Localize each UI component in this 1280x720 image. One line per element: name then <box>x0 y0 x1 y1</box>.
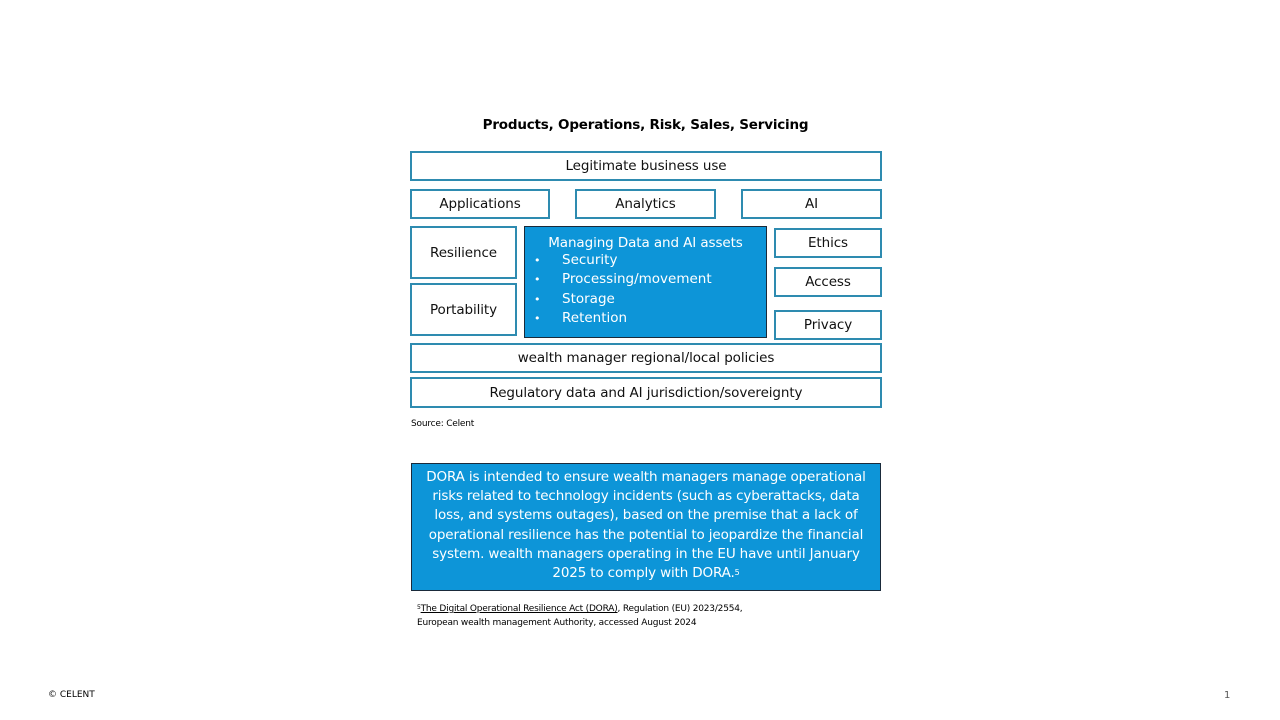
box-applications: Applications <box>410 189 550 219</box>
footnote-link[interactable]: The Digital Operational Resilience Act (DORA) <box>420 604 618 614</box>
footnote-marker: 5 <box>417 604 421 611</box>
box-resilience: Resilience <box>410 226 517 279</box>
list-item-label: Storage <box>562 290 615 307</box>
box-regional-local-policies: wealth manager regional/local policies <box>410 343 882 373</box>
box-access: Access <box>774 267 882 297</box>
copyright: © CELENT <box>48 690 95 700</box>
list-item <box>525 290 766 309</box>
footnote-line-1 <box>417 604 742 614</box>
list-item <box>525 270 766 289</box>
footnote-line-2: European wealth management Authority, accessed August 2024 <box>417 618 697 628</box>
list-item <box>525 251 766 270</box>
callout-text: DORA is intended to ensure wealth managers manage operational risks related to technology incidents (such as cyberattacks, data loss, and systems outages), based on the premise that a lack of operational resilience has the potential to jeopardize the financial system. wealth managers operating in the EU have until January 2025 to comply with DORA. <box>426 469 866 582</box>
box-legitimate-business-use: Legitimate business use <box>410 151 882 181</box>
center-box-title: Managing Data and AI assets <box>548 235 743 251</box>
list-item-label: Processing/movement <box>562 271 712 288</box>
bullet-icon: • <box>534 273 541 287</box>
list-item-label: Security <box>562 252 618 268</box>
bullet-icon: • <box>534 292 541 306</box>
diagram-title: Products, Operations, Risk, Sales, Servicing <box>482 117 809 133</box>
box-analytics: Analytics <box>575 189 716 219</box>
page-number: 1 <box>1224 690 1231 701</box>
box-portability: Portability <box>410 283 517 336</box>
list-item <box>525 309 766 328</box>
bullet-icon: • <box>534 254 541 267</box>
list-item-label: Retention <box>562 310 628 327</box>
box-ai: AI <box>741 189 882 219</box>
footnote-text: , Regulation (EU) 2023/2554, <box>617 604 743 614</box>
box-privacy: Privacy <box>774 310 882 340</box>
footnote-ref: 5 <box>734 568 740 578</box>
bullet-icon: • <box>534 312 541 326</box>
box-managing-data-ai-assets <box>524 226 767 338</box>
source-note: Source: Celent <box>411 419 475 429</box>
center-box-list <box>525 251 766 329</box>
dora-callout <box>411 463 881 591</box>
box-regulatory-jurisdiction: Regulatory data and AI jurisdiction/sovereignty <box>410 377 882 408</box>
box-ethics: Ethics <box>774 228 882 258</box>
